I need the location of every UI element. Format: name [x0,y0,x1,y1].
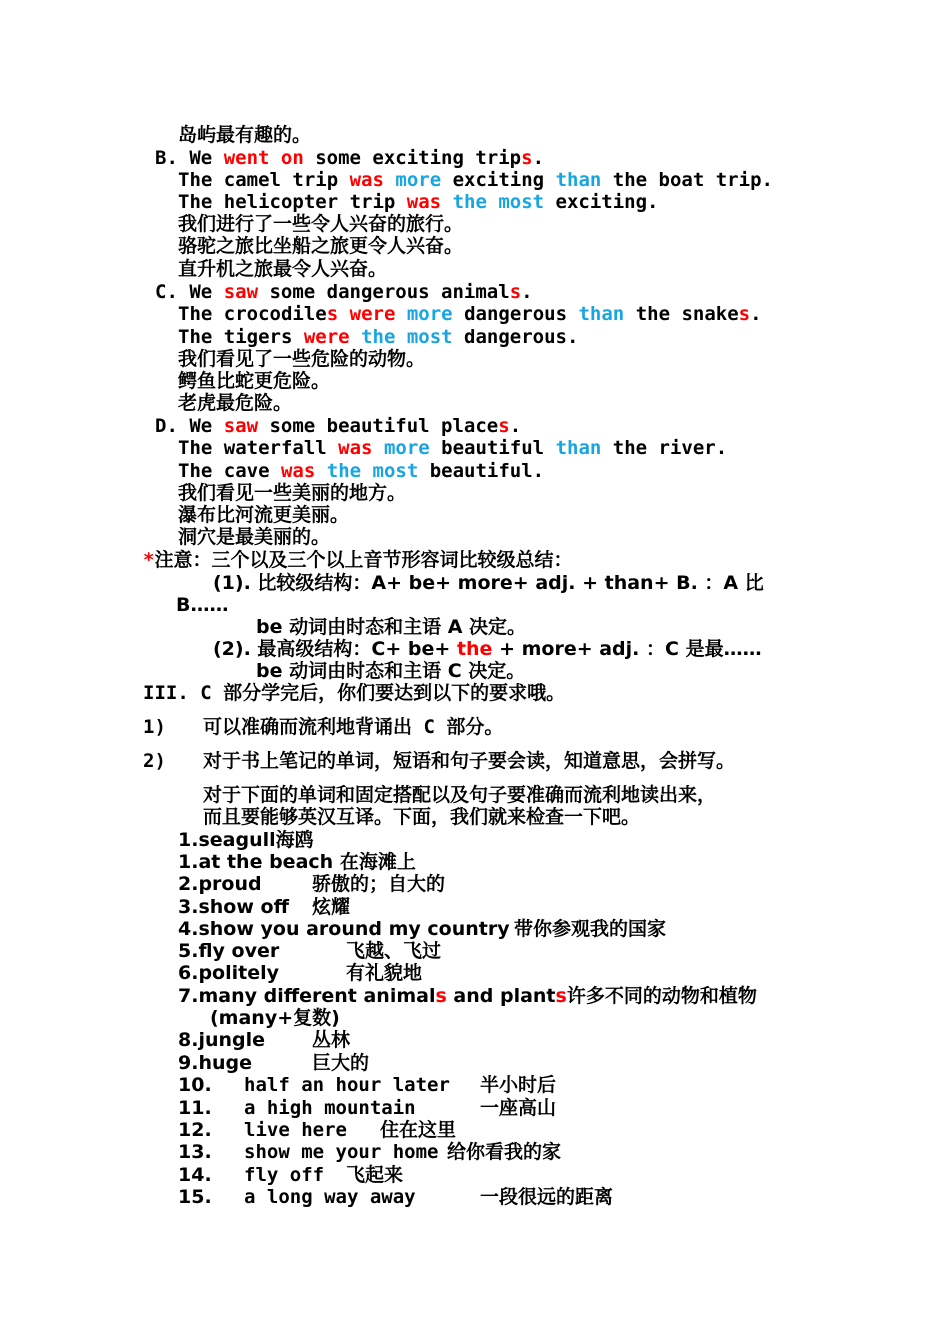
item-number: 3. [178,896,199,918]
section-b-comparative [178,169,773,191]
item-number: 13. [178,1141,212,1163]
asterisk-icon: * [143,549,155,571]
than: than [555,437,602,459]
the-most: the most [326,460,419,482]
item-chinese: 飞越、飞过 [346,940,442,962]
period: . [532,147,545,169]
list-item [178,896,289,918]
note-rule-2 [213,638,762,660]
item-english: a long way away [244,1186,416,1208]
section-b-cn3: 直升机之旅最令人兴奋。 [178,258,388,280]
item-chinese: 半小时后 [480,1074,557,1096]
subject: The crocodile [178,303,327,325]
be-verb: was [349,169,384,191]
item-chinese: 住在这里 [380,1119,457,1141]
item-chinese: 在海滩上 [339,851,416,873]
adjective: exciting. [555,191,659,213]
item-english: and plant [453,985,556,1007]
item-chinese: 给你看我的家 [447,1141,562,1163]
than: than [578,303,625,325]
section-d-superlative [178,460,544,482]
item-chinese: 带你参观我的国家 [514,918,667,940]
item-english: show you around my country [198,918,510,940]
item-number: 15. [178,1186,212,1208]
subject: The tigers [178,326,293,348]
object: some exciting trip [315,147,522,169]
plural-s: s [435,985,447,1007]
section-b-cn2: 骆驼之旅比坐船之旅更令人兴奋。 [178,235,464,257]
item-english: many different animal [198,985,436,1007]
list-item [178,962,279,984]
item-chinese: 许多不同的动物和植物 [566,985,757,1007]
section-c-comparative [178,303,762,325]
item-english: show off [198,896,289,918]
subject: The helicopter trip [178,191,396,213]
list-item [178,940,279,962]
plural-s: s [738,303,751,325]
item-chinese: 骄傲的；自大的 [312,873,446,895]
item-chinese: 巨大的 [312,1052,370,1074]
section-d-comparative [178,437,727,459]
subject: The camel trip [178,169,339,191]
be-verb: was [280,460,316,482]
more: more [383,437,430,459]
number: 1) [143,716,166,738]
more: more [406,303,453,325]
verb: saw [223,415,259,437]
adjective: beautiful [441,437,545,459]
plural-s: s [509,281,522,303]
plural-s: s [555,985,567,1007]
item-number: 5. [178,940,199,962]
subject: We [189,415,213,437]
object: some dangerous animal [269,281,510,303]
object: some beautiful place [269,415,499,437]
section-c-cn2: 鳄鱼比蛇更危险。 [178,370,331,392]
period: . [750,303,762,325]
item-english: fly over [198,940,280,962]
note-rule-1-cont: B…… [176,594,229,616]
intro-line-1: 对于下面的单词和固定搭配以及句子要准确而流利地读出来， [203,784,717,806]
intro-line-2: 而且要能够英汉互译。下面，我们就来检查一下吧。 [203,806,641,828]
section-c-heading [155,281,533,303]
item-chinese: 一座高山 [480,1097,557,1119]
item-number: 14. [178,1164,212,1186]
list-item [178,851,416,873]
section-d-heading [155,415,521,437]
subject: The waterfall [178,437,327,459]
more: more [395,169,442,191]
section-c-superlative [178,326,578,348]
item-english: fly off [244,1164,325,1186]
item-english: half an hour later [244,1074,450,1096]
note-rule-1-be: be 动词由时态和主语 A 决定。 [256,616,527,638]
item-english: politely [198,962,279,984]
list-item [178,1029,265,1051]
item-chinese: 飞起来 [346,1164,404,1186]
be-verb: were [303,326,350,348]
verb: went on [223,147,304,169]
item-english: live here [244,1119,347,1141]
list-item [178,829,314,851]
label: B. [155,147,178,169]
adjective: dangerous. [464,326,579,348]
the-most: the most [361,326,453,348]
requirement-2-text: 对于书上笔记的单词，短语和句子要会读，知道意思，会拼写。 [203,750,736,772]
subject: We [189,281,213,303]
item-number: 11. [178,1097,212,1119]
item-english: show me your home [244,1141,439,1163]
section-b-intro-line: 岛屿最有趣的。 [178,124,312,146]
the-most: the most [452,191,545,213]
label: C. [155,281,178,303]
verb: saw [223,281,259,303]
list-item [178,918,510,940]
number: 2) [143,750,166,772]
item-chinese: 丛林 [312,1029,351,1051]
list-item [178,873,262,895]
rule-2-start: (2). 最高级结构：C+ be+ [213,638,451,660]
note-title-text: 注意：三个以及三个以上音节形容词比较级总结： [154,549,573,571]
section-c-cn1: 我们看见了一些危险的动物。 [178,348,426,370]
section-b-cn1: 我们进行了一些令人兴奋的旅行。 [178,213,464,235]
item-english: proud [198,873,262,895]
label: D. [155,415,178,437]
plural-s: s [326,303,339,325]
subject: The cave [178,460,270,482]
section-d-cn1: 我们看见一些美丽的地方。 [178,482,407,504]
item-english: a high mountain [244,1097,416,1119]
item-number: 1. [178,851,199,873]
item-chinese: 一段很远的距离 [480,1186,614,1208]
section-c-cn3: 老虎最危险。 [178,392,293,414]
adjective: exciting [452,169,545,191]
list-item [178,1052,252,1074]
item-number: 12. [178,1119,212,1141]
note-rule-1: (1). 比较级结构：A+ be+ more+ adj. + than+ B. ：A 比 [213,572,764,594]
adjective: dangerous [464,303,568,325]
be-verb: was [406,191,442,213]
section-b-superlative [178,191,659,213]
plural-s: s [498,415,510,437]
item-note: (many+复数) [210,1007,340,1029]
item-number: 10. [178,1074,212,1096]
the: the [456,638,493,660]
item-english: at the beach [198,851,334,873]
item-chinese: 有礼貌地 [346,962,423,984]
part3-heading: III. C 部分学完后，你们要达到以下的要求哦。 [143,682,566,704]
subject: We [189,147,213,169]
requirement-1 [143,716,166,738]
item-number: 9. [178,1052,199,1074]
item-number: 1. [178,829,199,851]
plural-s: s [521,147,533,169]
item-number: 2. [178,873,199,895]
section-b-heading [155,147,544,169]
requirement-2 [143,750,166,772]
period: . [509,415,522,437]
than: than [555,169,602,191]
item-number: 8. [178,1029,199,1051]
object: the river. [612,437,728,459]
be-verb: were [349,303,396,325]
object: the snake [635,303,739,325]
note-title [143,549,572,571]
section-d-cn2: 瀑布比河流更美丽。 [178,504,350,526]
object: the boat trip. [612,169,773,191]
period: . [521,281,533,303]
item-number: 4. [178,918,199,940]
item-english: seagull [198,829,276,851]
list-item [178,985,757,1007]
item-english: jungle [198,1029,266,1051]
adjective: beautiful. [429,460,545,482]
item-chinese: 海鸥 [275,829,314,851]
be-verb: was [338,437,373,459]
rule-2-end: + more+ adj. ：C 是最…… [499,638,762,660]
note-rule-2-be: be 动词由时态和主语 C 决定。 [256,660,526,682]
item-number: 7. [178,985,199,1007]
item-english: huge [198,1052,252,1074]
requirement-1-text: 可以准确而流利地背诵出 C 部分。 [203,716,504,738]
item-number: 6. [178,962,199,984]
item-chinese: 炫耀 [312,896,351,918]
section-d-cn3: 洞穴是最美丽的。 [178,526,331,548]
